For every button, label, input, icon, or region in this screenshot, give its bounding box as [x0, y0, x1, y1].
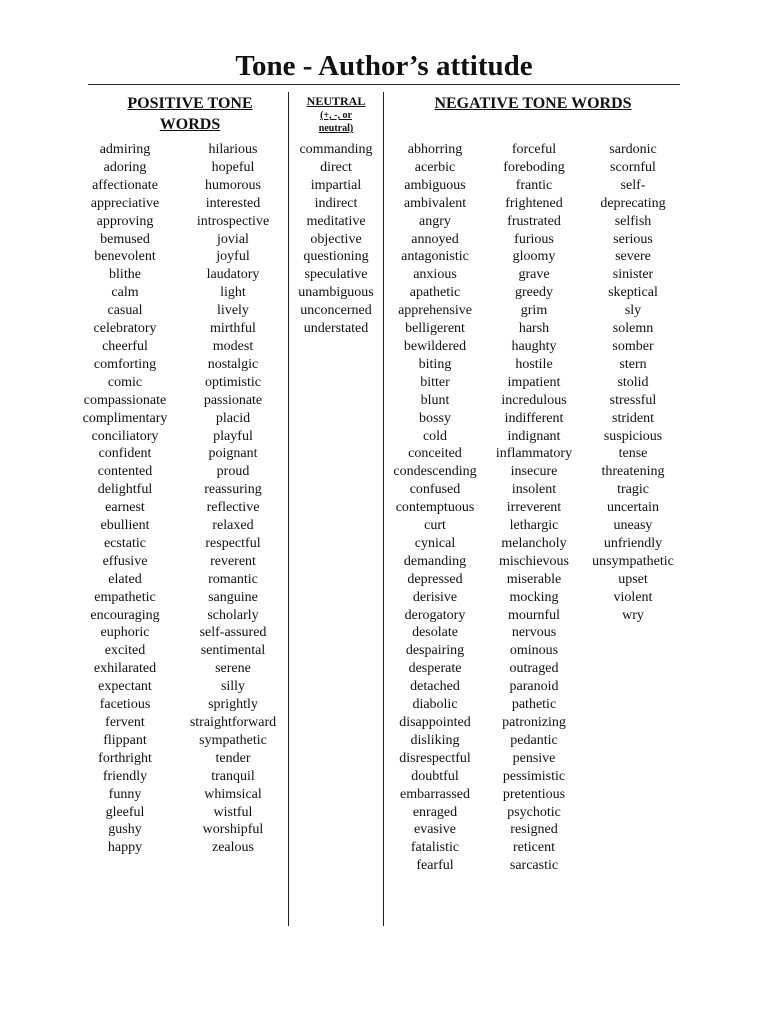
tone-word: contemptuous [395, 500, 475, 516]
tone-word: sinister [612, 267, 654, 283]
negative-words-column-1 [388, 141, 482, 875]
negative-heading: NEGATIVE TONE WORDS [434, 95, 632, 112]
tone-word: comic [107, 374, 143, 390]
tone-word: benevolent [94, 249, 156, 265]
tone-word: strident [612, 410, 654, 426]
tone-word: relaxed [212, 518, 254, 534]
tone-word: understated [303, 321, 369, 337]
tone-word: mocking [509, 589, 559, 605]
positive-words-column-1 [78, 141, 172, 857]
tone-word: jovial [217, 231, 249, 247]
tone-word: deprecating [600, 195, 666, 211]
tone-word: casual [107, 303, 143, 319]
tone-word: silly [220, 679, 246, 695]
tone-word: light [220, 285, 246, 301]
tone-word: patronizing [502, 715, 566, 730]
tone-word: whimsical [204, 786, 262, 802]
tone-word: gloomy [512, 249, 556, 265]
tone-word: indifferent [504, 410, 564, 426]
tone-word: appreciative [90, 195, 160, 211]
tone-word: zealous [212, 840, 254, 856]
tone-word: sardonic [609, 142, 657, 157]
tone-word: frustrated [507, 213, 561, 229]
tone-word: disappointed [399, 715, 471, 730]
tone-word: inflammatory [495, 446, 573, 462]
negative-words-column-2 [487, 141, 581, 875]
tone-word: fearful [416, 858, 454, 874]
tone-word: pensive [512, 750, 556, 766]
tone-word: insolent [511, 482, 557, 498]
tone-word: apprehensive [398, 303, 472, 319]
tone-word: cheerful [102, 338, 148, 354]
tone-word: abhorring [407, 142, 463, 157]
tone-word: acerbic [414, 159, 456, 175]
tone-word: uncertain [606, 500, 660, 516]
tone-word: somber [612, 338, 654, 354]
tone-word: doubtful [411, 768, 459, 784]
tone-word: forthright [98, 750, 152, 766]
tone-word: unsympathetic [592, 553, 674, 569]
tone-word: condescending [393, 464, 477, 480]
tone-word: embarrassed [400, 786, 470, 802]
tone-word: pretentious [502, 786, 566, 802]
tone-word: demanding [403, 553, 467, 569]
tone-word: furious [514, 231, 554, 247]
tone-word: elated [108, 571, 142, 587]
tone-word: depressed [407, 571, 463, 587]
tone-word: placid [215, 410, 251, 426]
tone-word: greedy [514, 285, 554, 301]
tone-word: desolate [412, 625, 458, 641]
tone-word: wry [622, 607, 644, 623]
tone-word: conceited [408, 446, 462, 462]
tone-word: forceful [511, 142, 557, 157]
tone-word: pedantic [510, 732, 558, 748]
tone-word: ebullient [100, 518, 150, 534]
tone-word: questioning [303, 249, 369, 265]
tone-word: commanding [299, 142, 373, 157]
tone-word: annoyed [411, 231, 459, 247]
tone-word: suspicious [603, 428, 663, 444]
tone-word: cynical [414, 535, 456, 551]
tone-word: blithe [109, 267, 141, 283]
tone-word: stressful [609, 392, 657, 408]
tone-word: serene [215, 661, 251, 677]
neutral-subheading-line1: (+, -, or [320, 110, 352, 121]
column-divider-right [383, 92, 384, 926]
tone-word: modest [212, 338, 254, 354]
tone-word: grim [520, 303, 548, 319]
tone-word: angry [419, 213, 451, 229]
tone-word: tender [215, 750, 251, 766]
tone-word: uneasy [613, 518, 653, 534]
tone-word: indignant [507, 428, 561, 444]
tone-word: solemn [612, 321, 654, 337]
tone-word: complimentary [82, 410, 168, 426]
tone-word: frantic [515, 177, 553, 193]
tone-word: proud [216, 464, 250, 480]
tone-word: worshipful [202, 822, 264, 838]
neutral-words-column [292, 141, 380, 338]
tone-word: antagonistic [401, 249, 469, 265]
tone-word: cold [422, 428, 448, 444]
tone-word: approving [96, 213, 154, 229]
tone-word: nervous [511, 625, 557, 641]
tone-word: impartial [310, 177, 362, 193]
tone-word: effusive [102, 553, 148, 569]
tone-word: empathetic [94, 589, 156, 605]
positive-heading [100, 93, 280, 135]
tone-word: reticent [513, 840, 555, 856]
tone-word: incredulous [501, 392, 567, 408]
tone-word: direct [320, 159, 352, 175]
tone-word: excited [104, 643, 146, 659]
tone-word: scornful [610, 159, 656, 175]
tone-word: blunt [420, 392, 450, 408]
tone-word: hostile [515, 356, 553, 372]
tone-word: tranquil [211, 768, 255, 784]
tone-word: funny [108, 786, 142, 802]
tone-word: confident [98, 446, 152, 462]
tone-word: flippant [103, 732, 147, 748]
tone-word: lethargic [509, 518, 559, 534]
tone-word: encouraging [90, 607, 160, 623]
tone-word: introspective [196, 213, 270, 229]
tone-word: optimistic [205, 374, 261, 390]
tone-word: paranoid [509, 679, 559, 695]
tone-word: upset [618, 571, 648, 587]
tone-word: evasive [414, 822, 456, 838]
positive-words-column-2 [184, 141, 282, 857]
tone-word: enraged [412, 804, 458, 820]
tone-word: outraged [509, 661, 559, 677]
tone-word: pessimistic [502, 768, 566, 784]
positive-heading-line1: POSITIVE TONE [127, 95, 253, 112]
tone-word: affectionate [92, 177, 158, 193]
positive-heading-line2: WORDS [159, 116, 221, 133]
tone-word: irreverent [506, 500, 562, 516]
tone-word: meditative [306, 213, 366, 229]
tone-word: calm [111, 285, 139, 301]
tone-word: self-assured [199, 625, 267, 641]
tone-word: joyful [216, 249, 250, 265]
tone-word: euphoric [100, 625, 150, 641]
tone-word: facetious [99, 697, 151, 713]
tone-word: delightful [97, 482, 153, 498]
tone-word: mirthful [210, 321, 256, 337]
tone-word: stolid [617, 374, 649, 390]
tone-word: reassuring [204, 482, 262, 498]
tone-word: serious [613, 231, 653, 247]
tone-word: ominous [509, 643, 559, 659]
tone-word: sanguine [208, 589, 258, 605]
tone-word: psychotic [507, 804, 561, 820]
tone-word: fatalistic [410, 840, 460, 856]
tone-word: haughty [511, 338, 557, 354]
tone-word: miserable [506, 571, 562, 587]
tone-word: disrespectful [399, 750, 471, 766]
tone-word: hilarious [208, 142, 258, 157]
tone-word: sympathetic [199, 732, 267, 748]
tone-word: exhilarated [93, 661, 157, 677]
tone-word: romantic [208, 571, 258, 587]
tone-word: poignant [208, 446, 258, 462]
tone-word: earnest [105, 500, 145, 516]
tone-word: threatening [601, 464, 665, 480]
tone-word: humorous [205, 177, 261, 193]
tone-word: melancholy [501, 535, 567, 551]
tone-word: wistful [213, 804, 253, 820]
tone-word: sarcastic [509, 858, 559, 874]
tone-word: derisive [412, 589, 458, 605]
tone-word: sly [624, 303, 642, 319]
tone-word: gleeful [105, 804, 145, 820]
tone-word: tragic [617, 482, 649, 498]
tone-word: interested [205, 195, 261, 211]
page-title: Tone - Author’s attitude [235, 50, 533, 82]
tone-word: happy [107, 840, 143, 856]
tone-word: indirect [314, 195, 358, 211]
tone-word: ecstatic [104, 535, 146, 551]
tone-word: reflective [206, 500, 260, 516]
tone-word: harsh [518, 321, 550, 337]
tone-word: bemused [100, 231, 150, 247]
tone-word: speculative [304, 267, 368, 283]
tone-word: friendly [102, 768, 148, 784]
tone-word: playful [213, 428, 253, 444]
column-divider-left [288, 92, 289, 926]
tone-word: foreboding [503, 159, 565, 175]
tone-word: objective [310, 231, 362, 247]
tone-word: mischievous [499, 553, 569, 569]
tone-word: ambiguous [404, 177, 466, 193]
tone-word: bossy [419, 410, 451, 426]
tone-word: anxious [413, 267, 457, 283]
tone-word: curt [424, 518, 446, 534]
tone-word: admiring [99, 142, 151, 157]
tone-word: frightened [505, 195, 563, 211]
tone-word: selfish [614, 213, 652, 229]
neutral-heading-title: NEUTRAL [306, 94, 366, 108]
tone-word: mournful [507, 607, 561, 623]
tone-word: desperate [408, 661, 462, 677]
tone-word: contented [97, 464, 153, 480]
tone-word: diabolic [412, 697, 458, 713]
tone-word: skeptical [608, 285, 658, 301]
tone-word: apathetic [409, 285, 461, 301]
tone-word: confused [409, 482, 461, 498]
tone-word: pathetic [511, 697, 557, 713]
tone-word: violent [613, 589, 653, 605]
tone-word: adoring [103, 159, 147, 175]
tone-word: laudatory [206, 267, 260, 283]
tone-word: stern [619, 356, 647, 372]
tone-word: compassionate [83, 392, 167, 408]
tone-word: reverent [210, 553, 256, 569]
tone-word: biting [418, 356, 452, 372]
neutral-heading [292, 94, 380, 135]
tone-word: bitter [420, 374, 450, 390]
tone-word: fervent [105, 715, 145, 730]
tone-word: tense [618, 446, 648, 462]
tone-word: unambiguous [298, 285, 374, 301]
title-divider [88, 84, 680, 85]
tone-word: belligerent [405, 321, 465, 337]
tone-word: sprightly [208, 697, 258, 713]
tone-word: nostalgic [207, 356, 259, 372]
neutral-subheading-line2: neutral) [318, 123, 354, 134]
tone-word: hopeful [211, 159, 255, 175]
tone-word: detached [410, 679, 460, 695]
tone-word: conciliatory [91, 428, 159, 444]
tone-word: gushy [108, 822, 142, 838]
tone-word: despairing [405, 643, 465, 659]
tone-word: unfriendly [603, 535, 663, 551]
tone-word: straightforward [189, 715, 277, 730]
tone-word: resigned [510, 822, 558, 838]
tone-word: scholarly [207, 607, 259, 623]
tone-word: impatient [507, 374, 561, 390]
tone-word: lively [217, 303, 249, 319]
tone-word: passionate [203, 392, 263, 408]
tone-word: grave [518, 267, 550, 283]
tone-word: comforting [93, 356, 157, 372]
tone-word: insecure [510, 464, 558, 480]
tone-word: sentimental [200, 643, 266, 659]
tone-word: disliking [410, 732, 460, 748]
tone-word: respectful [205, 535, 261, 551]
tone-word: celebratory [93, 321, 157, 337]
tone-word: unconcerned [300, 303, 372, 319]
tone-word: bewildered [403, 338, 467, 354]
tone-word: derogatory [404, 607, 466, 623]
tone-word: self- [620, 177, 646, 193]
tone-word: severe [615, 249, 651, 265]
tone-word: ambivalent [403, 195, 467, 211]
tone-word: expectant [98, 679, 152, 695]
negative-words-column-3 [586, 141, 680, 624]
